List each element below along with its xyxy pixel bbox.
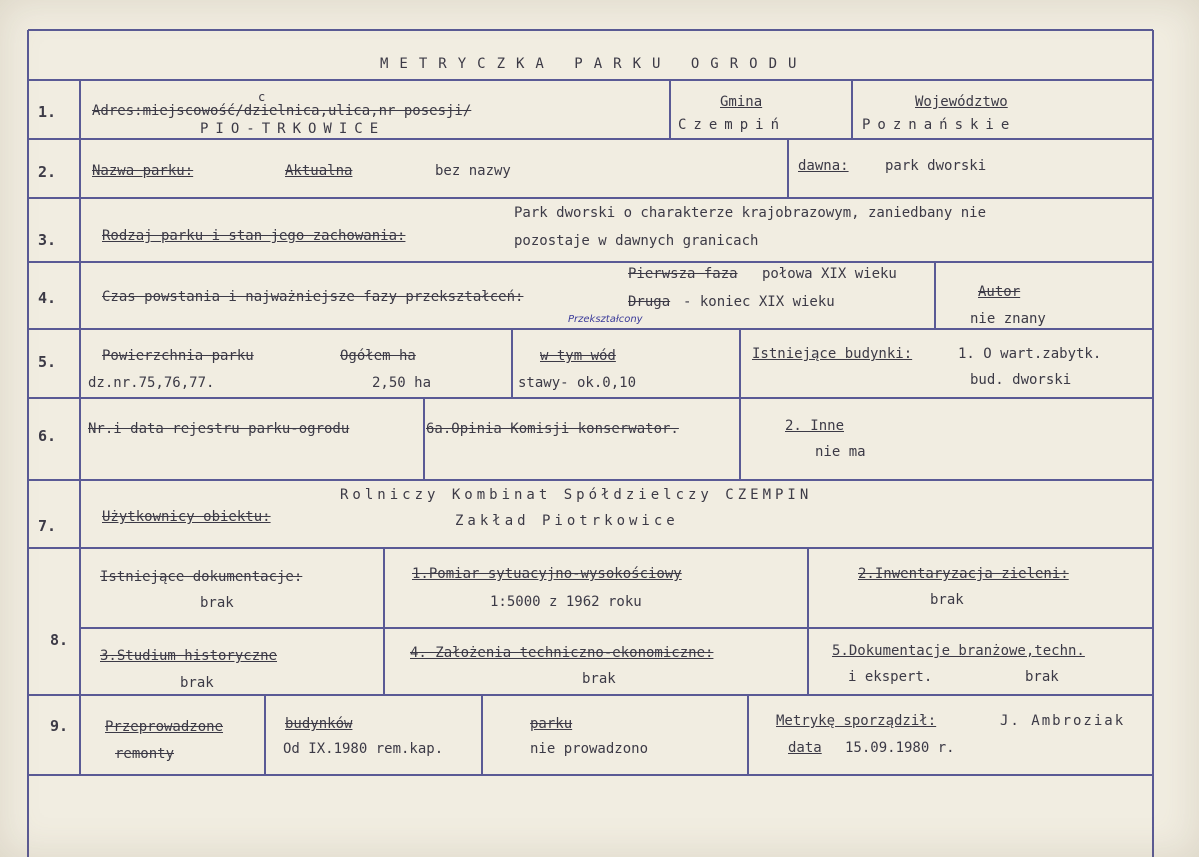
renovations-label-1: Przeprowadzone xyxy=(105,719,224,735)
users-value-line1: Rolniczy Kombinat Spółdzielczy CZEMPIN xyxy=(340,487,813,503)
current-name-value: bez nazwy xyxy=(435,163,511,179)
survey-value: 1:5000 z 1962 roku xyxy=(490,594,642,610)
area-label: Powierzchnia parku xyxy=(102,348,254,364)
gmina-label: Gmina xyxy=(720,94,763,110)
renovations-label-2: remonty xyxy=(115,746,175,762)
author-value: nie znany xyxy=(970,311,1046,327)
row-number-4: 4. xyxy=(38,289,57,307)
total-area-value: 2,50 ha xyxy=(372,375,432,391)
park-renovation-value: nie prowadzono xyxy=(530,741,649,757)
branch-docs-label: 5.Dokumentacje branżowe,techn. xyxy=(832,643,1085,659)
park-name-label: Nazwa parku: xyxy=(92,163,194,179)
address-label: Adres:miejscowość/dzielnica,ulica,nr posesji/ xyxy=(92,103,472,119)
row-number-8: 8. xyxy=(50,631,69,649)
origin-phases-label: Czas powstania i najważniejsze fazy przekształceń: xyxy=(102,289,524,305)
voivodeship-value: Poznańskie xyxy=(862,117,1017,133)
card-title: METRYCZKA PARKU OGRODU xyxy=(380,56,808,72)
documentation-label: Istniejące dokumentacje: xyxy=(100,569,303,585)
address-value: PIO-TRKOWICE xyxy=(200,121,386,137)
plot-numbers: dz.nr.75,76,77. xyxy=(88,375,215,391)
park-renovation-label: parku xyxy=(530,716,573,732)
users-label: Użytkownicy obiektu: xyxy=(102,509,271,525)
row-number-7: 7. xyxy=(38,517,57,535)
author-label: Autor xyxy=(978,284,1021,300)
date-value: 15.09.1980 r. xyxy=(845,740,955,756)
branch-docs-label-2: i ekspert. xyxy=(848,669,933,685)
greenery-inventory-label: 2.Inwentaryzacja zieleni: xyxy=(858,566,1069,582)
buildings-renovation-label: budynków xyxy=(285,716,353,732)
branch-docs-value: brak xyxy=(1025,669,1059,685)
row-number-5: 5. xyxy=(38,353,57,371)
building-1-value: bud. dworski xyxy=(970,372,1072,388)
other-value: nie ma xyxy=(815,444,866,460)
voivodeship-label: Województwo xyxy=(915,94,1008,110)
historical-study-label: 3.Studium historyczne xyxy=(100,648,278,664)
row-number-9: 9. xyxy=(50,717,69,735)
former-name-value: park dworski xyxy=(885,158,987,174)
gmina-value: Czempiń xyxy=(678,117,787,133)
park-type-value-line1: Park dworski o charakterze krajobrazowym, zaniedbany nie xyxy=(514,205,987,221)
date-label: data xyxy=(788,740,822,756)
row-number-3: 3. xyxy=(38,231,57,249)
phase-1-value: połowa XIX wieku xyxy=(762,266,897,282)
row-number-1: 1. xyxy=(38,103,57,121)
phase-2-value: - koniec XIX wieku xyxy=(683,294,835,310)
greenery-inventory-value: brak xyxy=(930,592,964,608)
buildings-label: Istniejące budynki: xyxy=(752,346,913,362)
users-value-line2: Zakład Piotrkowice xyxy=(455,513,679,529)
water-area-label: w tym wód xyxy=(540,348,616,364)
conservator-opinion-label: 6a.Opinia Komisji konserwator. xyxy=(426,421,679,437)
prepared-by-label: Metrykę sporządził: xyxy=(776,713,937,729)
handwritten-note: Przekształcony xyxy=(568,314,643,325)
address-correction-mark: c xyxy=(258,90,266,104)
former-name-label: dawna: xyxy=(798,158,849,174)
building-1-label: 1. O wart.zabytk. xyxy=(958,346,1102,362)
tech-economic-label: 4. Założenia techniczno-ekonomiczne: xyxy=(410,645,714,661)
park-type-value-line2: pozostaje w dawnych granicach xyxy=(514,233,759,249)
tech-economic-value: brak xyxy=(582,671,616,687)
other-label: 2. Inne xyxy=(785,418,845,434)
total-area-label: Ogółem ha xyxy=(340,348,416,364)
current-name-label: Aktualna xyxy=(285,163,353,179)
documentation-value: brak xyxy=(200,595,234,611)
register-label: Nr.i data rejestru parku-ogrodu xyxy=(88,421,350,437)
park-type-label: Rodzaj parku i stan jego zachowania: xyxy=(102,228,406,244)
water-area-value: stawy- ok.0,10 xyxy=(518,375,637,391)
survey-label: 1.Pomiar sytuacyjno-wysokościowy xyxy=(412,566,682,582)
row-number-6: 6. xyxy=(38,427,57,445)
historical-study-value: brak xyxy=(180,675,214,691)
phase-2-label: Druga xyxy=(628,294,671,310)
prepared-by-value: J. Ambroziak xyxy=(1000,713,1126,729)
row-number-2: 2. xyxy=(38,163,57,181)
phase-1-label: Pierwsza faza xyxy=(628,266,738,282)
buildings-renovation-value: Od IX.1980 rem.kap. xyxy=(283,741,444,757)
